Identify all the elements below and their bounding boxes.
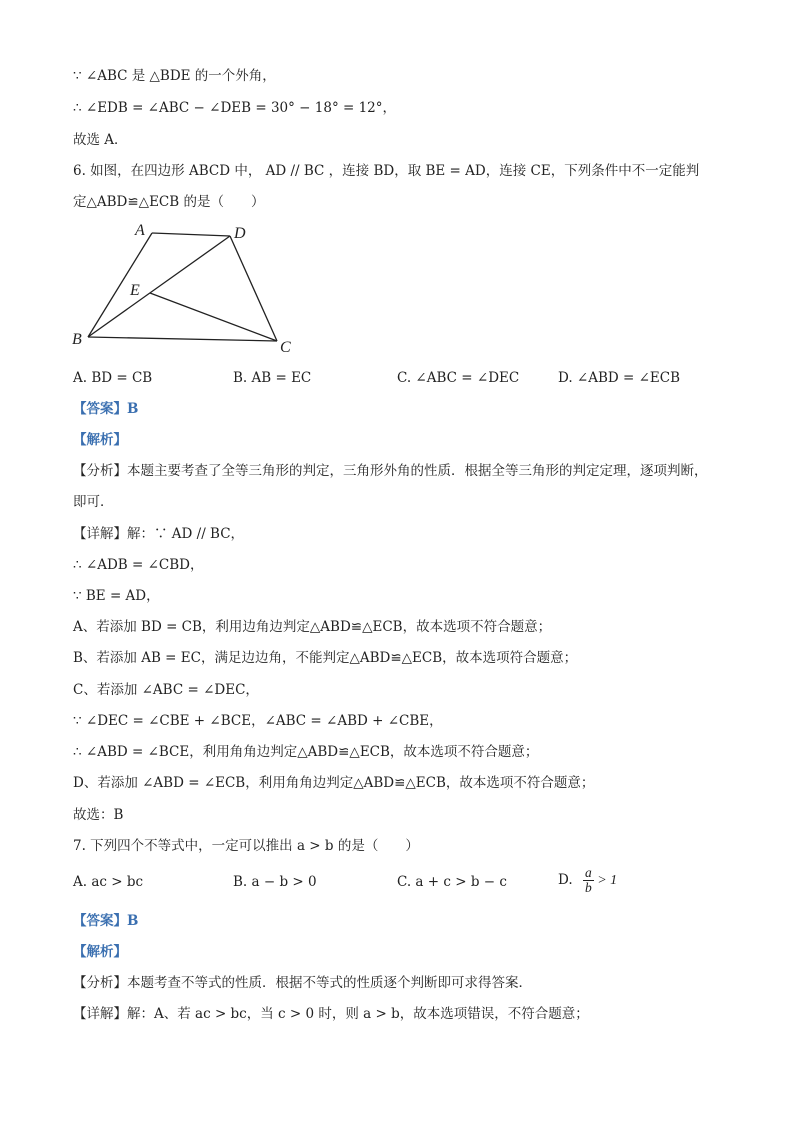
- q7-option-d: [558, 866, 617, 895]
- q6-option-c: C. ∠ABC = ∠DEC: [397, 370, 520, 386]
- q6-detail-10: 故选：B: [73, 807, 124, 823]
- q6-analysis-text: 【分析】本题主要考查了全等三角形的判定，三角形外角的性质．根据全等三角形的判定定理，逐项判断，: [73, 463, 708, 479]
- q6-detail-2: ∴ ∠ADB = ∠CBD，: [73, 557, 204, 573]
- q7-analysis-text: 【分析】本题考查不等式的性质．根据不等式的性质逐个判断即可求得答案．: [73, 975, 532, 991]
- q7-detail-1: 【详解】解：A、若 ac > bc，当 c > 0 时，则 a > b，故本选项错误，不符合题意；: [73, 1006, 589, 1022]
- q6-detail-6: C、若添加 ∠ABC = ∠DEC，: [73, 682, 259, 698]
- quadrilateral-figure: [66, 218, 306, 358]
- q6-detail-5: B、若添加 AB = EC，满足边边角，不能判定△ABD≌△ECB，故本选项符合题意；: [73, 650, 578, 666]
- q6-analysis-heading: 【解析】: [73, 432, 127, 448]
- q7-option-c: C. a + c > b − c: [397, 874, 507, 890]
- segment-ab: [88, 233, 152, 337]
- q6-option-b: B. AB = EC: [233, 370, 312, 386]
- question-6-stem-cont: 定△ABD≌△ECB 的是（ ）: [73, 194, 265, 210]
- fraction-comparison: > 1: [593, 873, 618, 888]
- label-a: A: [135, 222, 145, 239]
- label-e: E: [130, 282, 140, 299]
- q6-detail-8: ∴ ∠ABD = ∠BCE，利用角角边判定△ABD≌△ECB，故本选项不符合题意；: [73, 744, 539, 760]
- q6-detail-3: ∵ BE = AD，: [73, 588, 160, 604]
- q6-detail-1: 【详解】解：∵ AD // BC，: [73, 526, 245, 542]
- q7-option-d-label: D.: [558, 872, 573, 888]
- fraction-numerator: a: [584, 865, 592, 880]
- q6-detail-4: A、若添加 BD = CB，利用边角边判定△ABD≌△ECB，故本选项不符合题意；: [73, 619, 552, 635]
- segment-ec: [150, 293, 277, 341]
- q6-option-d: D. ∠ABD = ∠ECB: [558, 370, 681, 386]
- q7-option-a: A. ac > bc: [73, 874, 144, 890]
- text-line-exterior-angle: ∵ ∠ABC 是 △BDE 的一个外角，: [73, 68, 276, 84]
- question-7-stem: 7. 下列四个不等式中，一定可以推出 a > b 的是（ ）: [73, 838, 419, 854]
- q7-answer: 【答案】B: [73, 913, 139, 929]
- fraction-denominator: b: [584, 880, 592, 895]
- q6-detail-9: D、若添加 ∠ABD = ∠ECB，利用角角边判定△ABD≌△ECB，故本选项不符合题意；: [73, 775, 595, 791]
- segment-bc: [88, 337, 277, 341]
- q6-answer: 【答案】B: [73, 401, 139, 417]
- segment-bd: [88, 236, 230, 337]
- label-c: C: [280, 339, 291, 356]
- q7-option-b: B. a − b > 0: [233, 874, 317, 890]
- segment-ad: [152, 233, 230, 236]
- q6-option-a: A. BD = CB: [73, 370, 153, 386]
- text-line-angle-calc: ∴ ∠EDB = ∠ABC − ∠DEB = 30° − 18° = 12°，: [73, 100, 397, 116]
- q6-analysis-text-cont: 即可．: [73, 494, 114, 510]
- q6-detail-7: ∵ ∠DEC = ∠CBE + ∠BCE，∠ABC = ∠ABD + ∠CBE，: [73, 713, 443, 729]
- question-6-stem: 6. 如图，在四边形 ABCD 中， AD // BC ，连接 BD，取 BE = AD，连接 CE，下列条件中不一定能判: [73, 163, 700, 179]
- fraction-a-over-b: [583, 866, 594, 895]
- q7-analysis-heading: 【解析】: [73, 944, 127, 960]
- text-line-choose-a: 故选 A．: [73, 132, 128, 148]
- label-b: B: [72, 331, 82, 348]
- label-d: D: [234, 225, 246, 242]
